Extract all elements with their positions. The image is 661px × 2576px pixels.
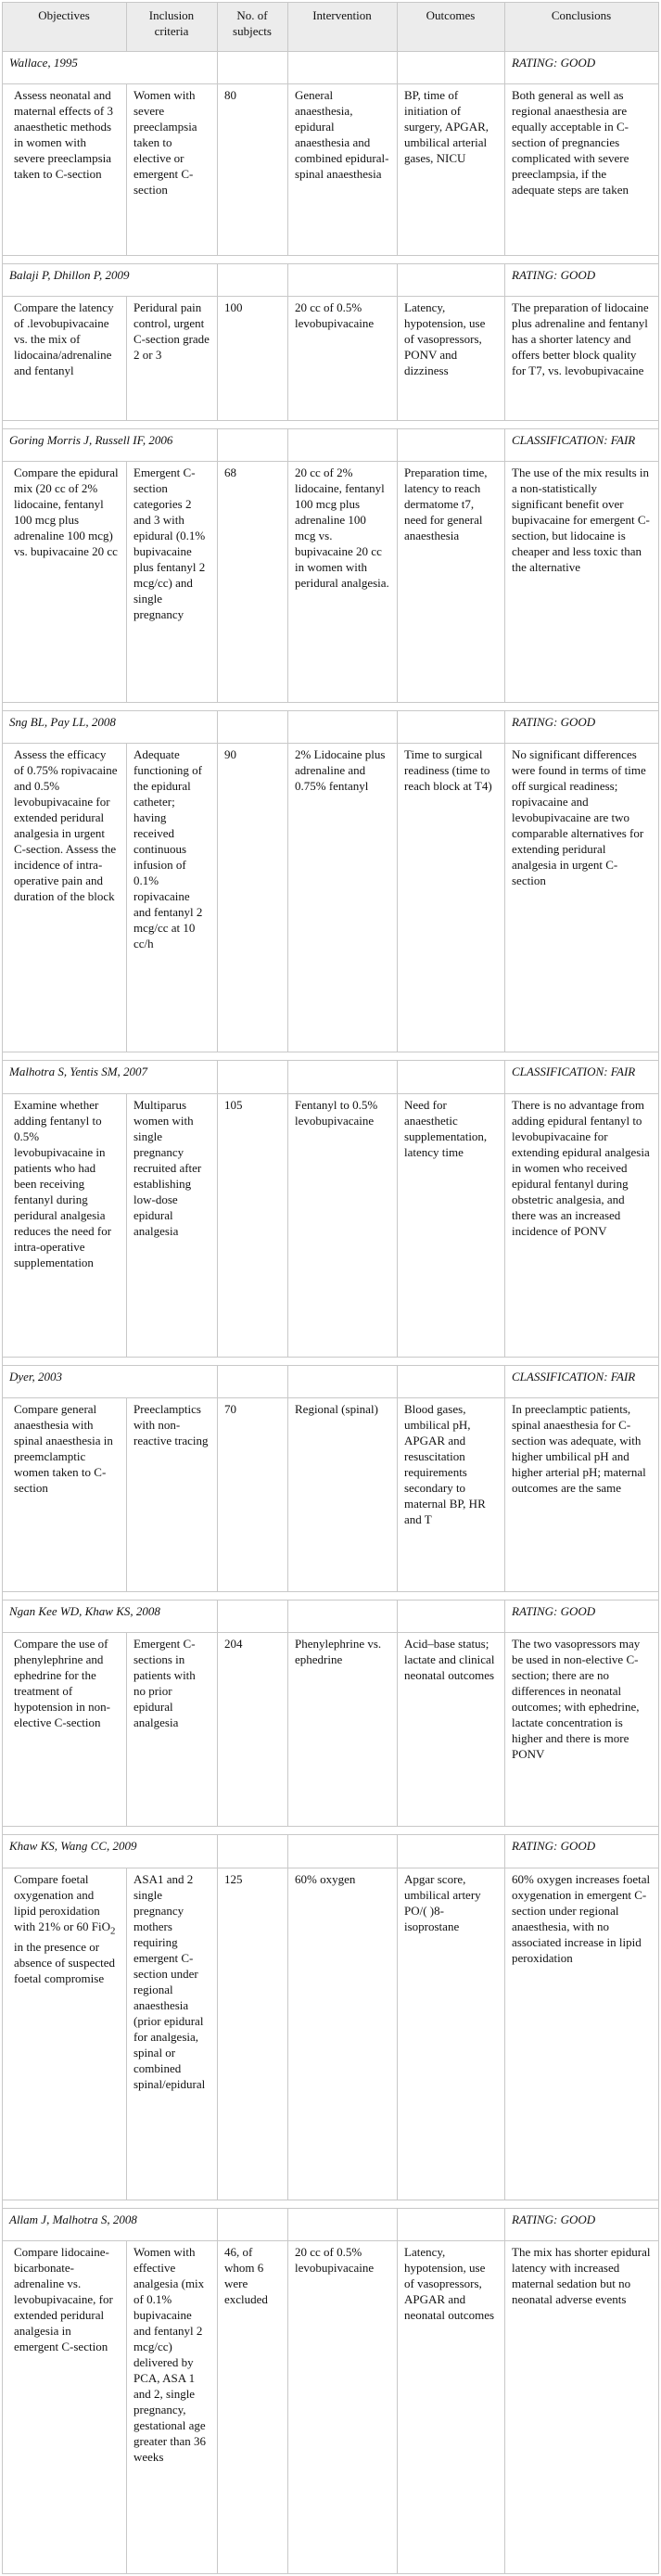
outcomes-cell: Acid–base status; lactate and clinical neonatal outcomes: [398, 1633, 505, 1827]
study-author: Malhotra S, Yentis SM, 2007: [3, 1061, 218, 1093]
subjects-cell: 100: [218, 296, 288, 421]
subjects-cell: 125: [218, 1868, 288, 2200]
conclusions-cell: The preparation of lidocaine plus adrenaline and fentanyl has a shorter latency and offers better block quality for T7, vs. levobupivacaine: [505, 296, 659, 421]
subjects-cell: 46, of whom 6 were excluded: [218, 2241, 288, 2574]
subjects-cell: 105: [218, 1093, 288, 1357]
intervention-cell: General anaesthesia, epidural anaesthesia and combined epidural-spinal anaesthesia: [288, 84, 398, 255]
study-rating: CLASSIFICATION: FAIR: [505, 429, 659, 462]
detail-row: [3, 1397, 659, 1591]
conclusions-cell: No significant differences were found in terms of time off surgical readiness; ropivacaine and levobupivacaine are two comparable alternatives for extending peridural analgesia in urgent C-section: [505, 743, 659, 1052]
objective-text: Compare foetal oxygenation and lipid peroxidation with 21% or 60 FiO: [14, 1871, 110, 1933]
inclusion-cell: Women with effective analgesia (mix of 0.1% bupivacaine and fentanyl 2 mcg/cc) delivered by PCA, ASA 1 and 2, single pregnancy, gestational age greater than 36 weeks: [127, 2241, 218, 2574]
intervention-cell: 20 cc of 0.5% levobupivacaine: [288, 2241, 398, 2574]
subjects-cell: 90: [218, 743, 288, 1052]
detail-row: [3, 1868, 659, 2200]
spacer-row: [3, 255, 659, 263]
study-rating: CLASSIFICATION: FAIR: [505, 1365, 659, 1397]
intervention-cell: 20 cc of 2% lidocaine, fentanyl 100 mcg plus adrenaline 100 mcg vs. bupivacaine 20 cc in women with peridural analgesia.: [288, 462, 398, 702]
study-author: Wallace, 1995: [3, 52, 218, 84]
spacer-row: [3, 702, 659, 710]
study-row: [3, 1061, 659, 1093]
subscript-text: 2: [110, 1925, 116, 1937]
spacer-row: [3, 1357, 659, 1365]
header-intervention: Intervention: [288, 3, 398, 52]
objective-cell: Compare the use of phenylephrine and ephedrine for the treatment of hypotension in non-elective C-section: [3, 1633, 127, 1827]
outcomes-cell: Latency, hypotension, use of vasopressors, APGAR and neonatal outcomes: [398, 2241, 505, 2574]
inclusion-cell: Emergent C-section categories 2 and 3 with epidural (0.1% bupivacaine plus fentanyl 2 mcg/cc) and single pregnancy: [127, 462, 218, 702]
study-rating: RATING: GOOD: [505, 1600, 659, 1632]
detail-row: [3, 84, 659, 255]
intervention-cell: 60% oxygen: [288, 1868, 398, 2200]
header-row: [3, 3, 659, 52]
outcomes-cell: Latency, hypotension, use of vasopressors, PONV and dizziness: [398, 296, 505, 421]
study-rating: RATING: GOOD: [505, 1835, 659, 1868]
outcomes-cell: Apgar score, umbilical artery PO/( )8-isoprostane: [398, 1868, 505, 2200]
inclusion-cell: Peridural pain control, urgent C-section grade 2 or 3: [127, 296, 218, 421]
conclusions-cell: In preeclamptic patients, spinal anaesthesia for C-section was adequate, with higher umbilical pH and higher arterial pH; maternal outcomes are the same: [505, 1397, 659, 1591]
detail-row: [3, 296, 659, 421]
objective-cell: Compare the latency of .levobupivacaine vs. the mix of lidocaina/adrenaline and fentanyl: [3, 296, 127, 421]
inclusion-cell: Women with severe preeclampsia taken to elective or emergent C-section: [127, 84, 218, 255]
study-author: Khaw KS, Wang CC, 2009: [3, 1835, 218, 1868]
inclusion-cell: ASA1 and 2 single pregnancy mothers requiring emergent C-section under regional anaesthesia (prior epidural for analgesia, spinal or combined spinal/epidural: [127, 1868, 218, 2200]
intervention-cell: 20 cc of 0.5% levobupivacaine: [288, 296, 398, 421]
header-subjects: No. of subjects: [218, 3, 288, 52]
detail-row: [3, 1633, 659, 1827]
spacer-row: [3, 421, 659, 429]
study-author: Sng BL, Pay LL, 2008: [3, 710, 218, 743]
outcomes-cell: Preparation time, latency to reach dermatome t7, need for general anaesthesia: [398, 462, 505, 702]
conclusions-cell: Both general as well as regional anaesthesia are equally acceptable in C-section of pregnancies complicated with severe preeclampsia, if the adequate steps are taken: [505, 84, 659, 255]
study-row: [3, 710, 659, 743]
outcomes-cell: BP, time of initiation of surgery, APGAR, umbilical arterial gases, NICU: [398, 84, 505, 255]
detail-row: [3, 2241, 659, 2574]
outcomes-cell: Time to surgical readiness (time to reach block at T4): [398, 743, 505, 1052]
intervention-cell: Regional (spinal): [288, 1397, 398, 1591]
study-row: [3, 1365, 659, 1397]
outcomes-cell: Blood gases, umbilical pH, APGAR and resuscitation requirements secondary to maternal BP, HR and T: [398, 1397, 505, 1591]
header-objectives: Objectives: [3, 3, 127, 52]
study-author: Allam J, Malhotra S, 2008: [3, 2209, 218, 2241]
conclusions-cell: There is no advantage from adding epidural fentanyl to levobupivacaine for extending epidural analgesia in women who received epidural fentanyl during obstetric analgesia, and there was an increased incidence of PONV: [505, 1093, 659, 1357]
objective-cell: Assess the efficacy of 0.75% ropivacaine and 0.5% levobupivacaine for extended peridural analgesia in urgent C-section. Assess the incidence of intra-operative pain and duration of the block: [3, 743, 127, 1052]
detail-row: [3, 1093, 659, 1357]
inclusion-cell: Multiparus women with single pregnancy recruited after establishing low-dose epidural analgesia: [127, 1093, 218, 1357]
inclusion-cell: Adequate functioning of the epidural catheter; having received continuous infusion of 0.1% ropivacaine and fentanyl 2 mcg/cc at 10 cc/h: [127, 743, 218, 1052]
study-rating: RATING: GOOD: [505, 52, 659, 84]
spacer-row: [3, 2200, 659, 2209]
study-rating: RATING: GOOD: [505, 710, 659, 743]
intervention-cell: Phenylephrine vs. ephedrine: [288, 1633, 398, 1827]
study-author: Goring Morris J, Russell IF, 2006: [3, 429, 218, 462]
header-inclusion-criteria: Inclusion criteria: [127, 3, 218, 52]
study-row: [3, 2209, 659, 2241]
conclusions-cell: The use of the mix results in a non-statistically significant benefit over bupivacaine for emergent C-section, but lidocaine is cheaper and less toxic than the alternative: [505, 462, 659, 702]
objective-cell: [3, 1868, 127, 2200]
header-outcomes: Outcomes: [398, 3, 505, 52]
study-rating: RATING: GOOD: [505, 2209, 659, 2241]
studies-table: [2, 2, 659, 2574]
study-row: [3, 1835, 659, 1868]
objective-cell: Examine whether adding fentanyl to 0.5% levobupivacaine in patients who had been receiving fentanyl during peridural analgesia reduces the need for intra-operative supplementation: [3, 1093, 127, 1357]
study-author: Balaji P, Dhillon P, 2009: [3, 263, 218, 296]
intervention-cell: Fentanyl to 0.5% levobupivacaine: [288, 1093, 398, 1357]
subjects-cell: 68: [218, 462, 288, 702]
objective-cell: Assess neonatal and maternal effects of 3 anaesthetic methods in women with severe preeclampsia taken to C-section: [3, 84, 127, 255]
objective-text-end: in the presence or absence of suspected foetal compromise: [14, 1940, 116, 1986]
objective-cell: Compare lidocaine-bicarbonate-adrenaline vs. levobupivacaine, for extended peridural analgesia in emergent C-section: [3, 2241, 127, 2574]
study-row: [3, 429, 659, 462]
conclusions-cell: The mix has shorter epidural latency with increased maternal sedation but no neonatal adverse events: [505, 2241, 659, 2574]
subjects-cell: 80: [218, 84, 288, 255]
study-rating: RATING: GOOD: [505, 263, 659, 296]
spacer-row: [3, 1827, 659, 1835]
subjects-cell: 70: [218, 1397, 288, 1591]
study-rating: CLASSIFICATION: FAIR: [505, 1061, 659, 1093]
study-row: [3, 263, 659, 296]
study-author: Ngan Kee WD, Khaw KS, 2008: [3, 1600, 218, 1632]
objective-cell: Compare general anaesthesia with spinal anaesthesia in preemclamptic women taken to C-section: [3, 1397, 127, 1591]
outcomes-cell: Need for anaesthetic supplementation, latency time: [398, 1093, 505, 1357]
inclusion-cell: Preeclamptics with non-reactive tracing: [127, 1397, 218, 1591]
conclusions-cell: 60% oxygen increases foetal oxygenation in emergent C-section under regional anaesthesia, with no associated increase in lipid peroxidation: [505, 1868, 659, 2200]
study-row: [3, 1600, 659, 1632]
study-author: Dyer, 2003: [3, 1365, 218, 1397]
header-conclusions: Conclusions: [505, 3, 659, 52]
detail-row: [3, 743, 659, 1052]
detail-row: [3, 462, 659, 702]
intervention-cell: 2% Lidocaine plus adrenaline and 0.75% fentanyl: [288, 743, 398, 1052]
study-row: [3, 52, 659, 84]
objective-cell: Compare the epidural mix (20 cc of 2% lidocaine, fentanyl 100 mcg plus adrenaline 100 mcg) vs. bupivacaine 20 cc: [3, 462, 127, 702]
subjects-cell: 204: [218, 1633, 288, 1827]
spacer-row: [3, 1052, 659, 1061]
inclusion-cell: Emergent C-sections in patients with no prior epidural analgesia: [127, 1633, 218, 1827]
spacer-row: [3, 1591, 659, 1600]
conclusions-cell: The two vasopressors may be used in non-elective C-section; there are no differences in neonatal outcomes; with ephedrine, lactate concentration is higher and there is more PONV: [505, 1633, 659, 1827]
